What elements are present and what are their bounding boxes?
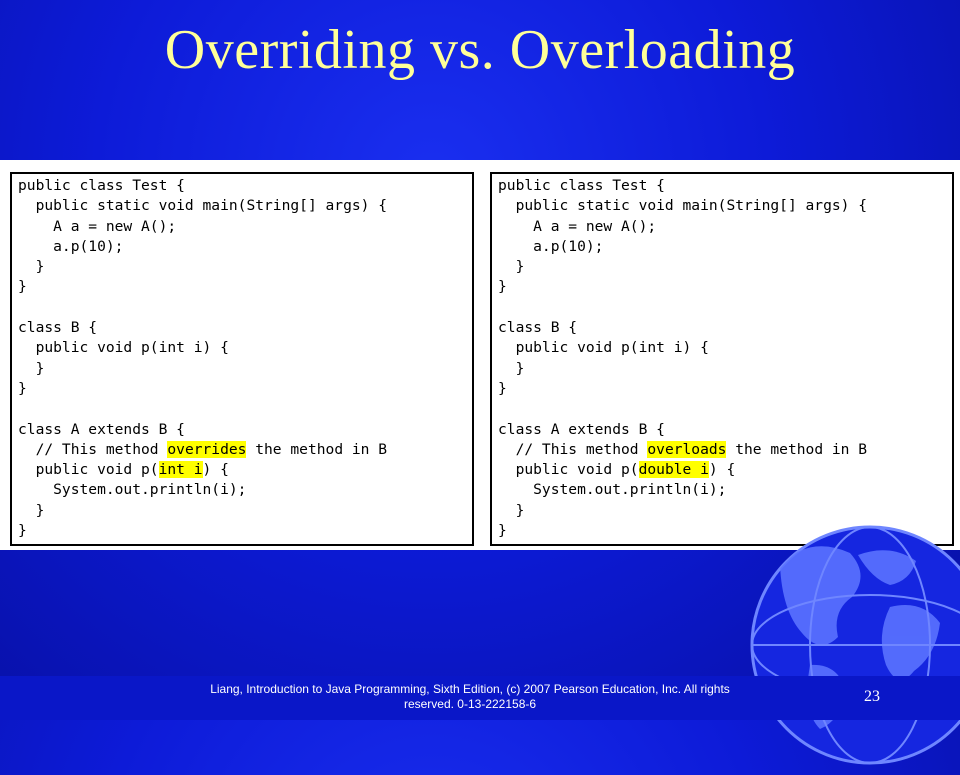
- code-text: public void p(int i) {: [18, 339, 229, 357]
- highlighted-code: overloads: [647, 440, 727, 458]
- code-text: public void p(int i) {: [498, 339, 709, 357]
- code-text: }: [498, 522, 507, 540]
- code-text: ) {: [202, 461, 229, 479]
- code-text: }: [498, 359, 525, 377]
- code-text: class B {: [498, 319, 578, 337]
- code-line: [18, 359, 472, 379]
- code-text: public static void main(String[] args) {: [18, 197, 388, 215]
- code-line: [18, 460, 472, 480]
- code-line: [498, 379, 952, 399]
- code-line: [18, 399, 472, 419]
- code-line: [18, 420, 472, 440]
- slide-title: Overriding vs. Overloading: [164, 19, 796, 81]
- page-number: 23: [864, 688, 880, 705]
- code-text: public class Test {: [18, 177, 185, 194]
- code-text: }: [18, 359, 45, 377]
- code-line: [18, 318, 472, 338]
- code-line: [18, 217, 472, 237]
- code-text: // This method: [18, 440, 168, 458]
- code-text: }: [498, 278, 507, 296]
- code-text: public static void main(String[] args) {: [498, 197, 868, 215]
- code-text: // This method: [498, 440, 648, 458]
- code-line: [18, 379, 472, 399]
- highlighted-code: int i: [158, 461, 203, 479]
- code-line: [498, 257, 952, 277]
- code-line: [498, 196, 952, 216]
- code-line: [498, 237, 952, 257]
- code-text: }: [18, 278, 27, 296]
- code-text: a.p(10);: [498, 237, 604, 255]
- code-text: A a = new A();: [18, 217, 177, 235]
- highlighted-code: overrides: [167, 440, 247, 458]
- code-text: System.out.println(i);: [498, 481, 727, 499]
- code-text: the method in B: [726, 440, 868, 458]
- globe-icon: [740, 515, 960, 775]
- code-line: [498, 440, 952, 460]
- code-line: [498, 318, 952, 338]
- code-text: }: [498, 258, 525, 276]
- code-panel-overloading: [490, 172, 954, 546]
- code-line: [498, 217, 952, 237]
- code-text: }: [18, 522, 27, 540]
- code-text: ) {: [708, 461, 736, 479]
- code-line: [498, 176, 952, 196]
- code-text: public void p(: [18, 461, 159, 479]
- code-line: [18, 277, 472, 297]
- code-line: [18, 440, 472, 460]
- code-line: [18, 338, 472, 358]
- code-line: [498, 480, 952, 500]
- code-text: class B {: [18, 319, 98, 337]
- code-text: class A extends B {: [18, 420, 185, 438]
- code-text: }: [18, 379, 27, 397]
- code-text: }: [18, 258, 45, 276]
- code-text: System.out.println(i);: [18, 481, 247, 499]
- code-line: [498, 399, 952, 419]
- code-text: }: [498, 379, 507, 397]
- code-text: public class Test {: [498, 177, 665, 194]
- code-line: [18, 298, 472, 318]
- code-text: }: [18, 501, 45, 519]
- code-line: [18, 237, 472, 257]
- code-text: public void p(: [498, 461, 639, 479]
- code-line: [18, 501, 472, 521]
- code-text: A a = new A();: [498, 217, 657, 235]
- code-line: [498, 460, 952, 480]
- code-text: }: [498, 501, 525, 519]
- code-line: [18, 176, 472, 196]
- code-line: [18, 257, 472, 277]
- code-text: the method in B: [246, 440, 388, 458]
- code-line: [498, 338, 952, 358]
- code-line: [498, 277, 952, 297]
- code-line: [498, 359, 952, 379]
- code-line: [18, 521, 472, 541]
- code-text: class A extends B {: [498, 420, 665, 438]
- highlighted-code: double i: [638, 461, 709, 479]
- code-line: [18, 480, 472, 500]
- code-line: [18, 196, 472, 216]
- code-panel-overriding: [10, 172, 474, 546]
- code-line: [498, 420, 952, 440]
- code-text: a.p(10);: [18, 237, 124, 255]
- code-line: [498, 298, 952, 318]
- footer-copyright: Liang, Introduction to Java Programming, Sixth Edition, (c) 2007 Pearson Education, Inc. All rights reserved. 0-13-222158-6: [210, 682, 730, 711]
